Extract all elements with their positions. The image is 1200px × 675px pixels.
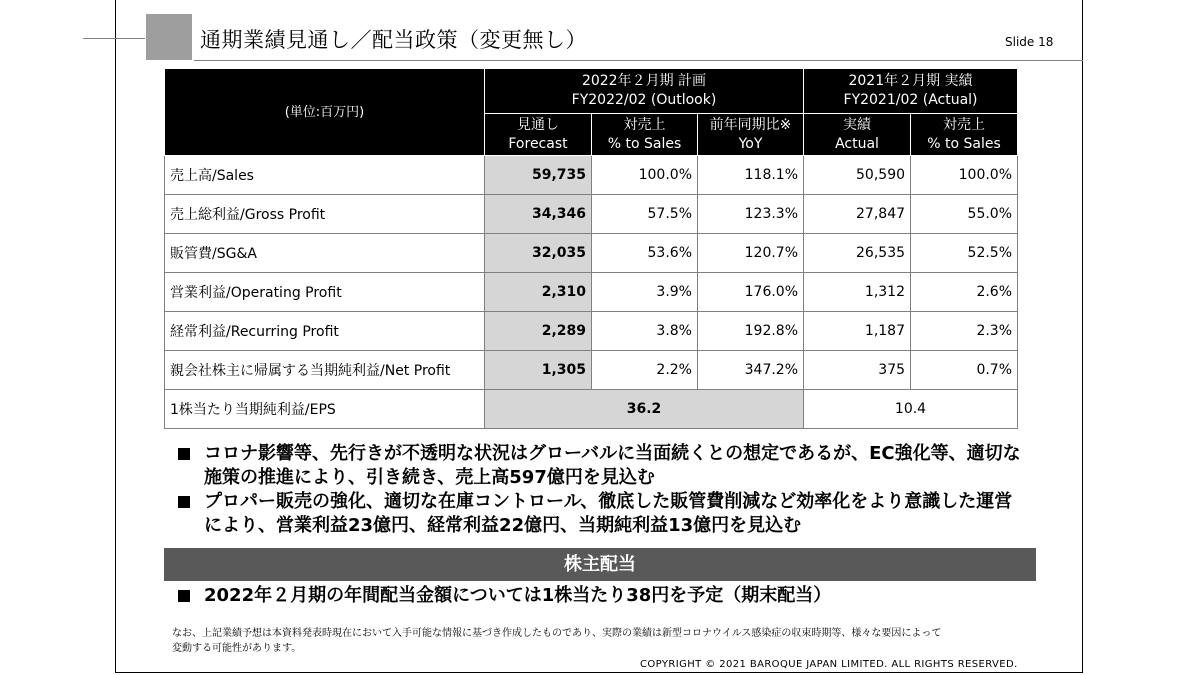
bullet-square-icon xyxy=(178,448,190,460)
table-row xyxy=(165,351,1018,390)
forecast-cell: 1,305 xyxy=(485,351,592,390)
plan-pct-cell: 57.5% xyxy=(592,195,698,234)
actual-pct-cell: 2.3% xyxy=(911,312,1018,351)
row-label: 売上総利益/Gross Profit xyxy=(165,195,485,234)
bullet-square-icon xyxy=(178,496,190,508)
actual-cell: 1,312 xyxy=(804,273,911,312)
table-row xyxy=(165,156,1018,195)
plan-pct-cell: 100.0% xyxy=(592,156,698,195)
plan-group-header xyxy=(485,69,804,114)
bullet-line: により、営業利益23億円、経常利益22億円、当期純利益13億円を見込む xyxy=(204,515,802,536)
bullet-square-icon xyxy=(178,590,190,602)
yoy-cell: 120.7% xyxy=(698,234,804,273)
plan-pct-cell: 3.9% xyxy=(592,273,698,312)
yoy-cell: 192.8% xyxy=(698,312,804,351)
eps-row xyxy=(165,390,1018,429)
yoy-cell: 118.1% xyxy=(698,156,804,195)
bullet-item xyxy=(178,442,1038,490)
table-row xyxy=(165,312,1018,351)
forecast-cell: 59,735 xyxy=(485,156,592,195)
actual-group-subtitle: FY2021/02 (Actual) xyxy=(843,92,978,108)
actual-group-title: 2021年２月期 実績 xyxy=(848,73,973,89)
bullet-line: コロナ影響等、先行きが不透明な状況はグローバルに当面続くとの想定であるが、EC強化等、適切な xyxy=(204,443,1021,464)
plan-pct-cell: 3.8% xyxy=(592,312,698,351)
outlook-bullets xyxy=(178,442,1038,538)
plan-group-subtitle: FY2022/02 (Outlook) xyxy=(571,92,717,108)
yoy-cell: 176.0% xyxy=(698,273,804,312)
disclaimer xyxy=(172,626,1052,656)
actual-cell: 50,590 xyxy=(804,156,911,195)
outlook-table xyxy=(164,68,1018,429)
slide-title: 通期業績見通し／配当政策（変更無し） xyxy=(200,28,587,52)
actual-cell: 1,187 xyxy=(804,312,911,351)
actual-pct-cell: 55.0% xyxy=(911,195,1018,234)
plan-pct-cell: 53.6% xyxy=(592,234,698,273)
disclaimer-line: なお、上記業績予想は本資料発表時現在において入手可能な情報に基づき作成したものであり、実際の業績は新型コロナウイルス感染症の収束時期等、様々な要因によって xyxy=(172,628,942,639)
forecast-cell: 34,346 xyxy=(485,195,592,234)
header-accent-box xyxy=(146,14,192,60)
actual-cell: 26,535 xyxy=(804,234,911,273)
row-label: 親会社株主に帰属する当期純利益/Net Profit xyxy=(165,351,485,390)
eps-label: 1株当たり当期純利益/EPS xyxy=(165,390,485,429)
plan-group-title: 2022年２月期 計画 xyxy=(581,73,707,89)
forecast-cell: 2,289 xyxy=(485,312,592,351)
actual-cell: 27,847 xyxy=(804,195,911,234)
forecast-cell: 32,035 xyxy=(485,234,592,273)
col-header-actual: 実績 Actual xyxy=(804,114,911,156)
actual-pct-cell: 2.6% xyxy=(911,273,1018,312)
table-row xyxy=(165,273,1018,312)
disclaimer-line: 変動する可能性があります。 xyxy=(172,643,302,654)
bullet-item xyxy=(178,490,1038,538)
actual-pct-cell: 0.7% xyxy=(911,351,1018,390)
dividend-heading: 株主配当 xyxy=(164,548,1036,581)
bullet-line: 施策の推進により、引き続き、売上高597億円を見込む xyxy=(204,467,655,488)
row-label: 経常利益/Recurring Profit xyxy=(165,312,485,351)
forecast-cell: 2,310 xyxy=(485,273,592,312)
unit-label: (単位:百万円) xyxy=(165,69,485,156)
actual-pct-cell: 52.5% xyxy=(911,234,1018,273)
col-header-actual-pct-sales: 対売上 % to Sales xyxy=(911,114,1018,156)
dividend-bullet xyxy=(178,584,831,608)
row-label: 売上高/Sales xyxy=(165,156,485,195)
header-rule-left xyxy=(83,38,145,39)
actual-cell: 375 xyxy=(804,351,911,390)
copyright-notice: COPYRIGHT © 2021 BAROQUE JAPAN LIMITED. ALL RIGHTS RESERVED. xyxy=(640,659,1018,670)
header-rule xyxy=(194,60,1083,61)
table-row xyxy=(165,234,1018,273)
slide-number: Slide 18 xyxy=(1005,35,1054,49)
yoy-cell: 347.2% xyxy=(698,351,804,390)
yoy-cell: 123.3% xyxy=(698,195,804,234)
row-label: 販管費/SG&A xyxy=(165,234,485,273)
row-label: 営業利益/Operating Profit xyxy=(165,273,485,312)
actual-pct-cell: 100.0% xyxy=(911,156,1018,195)
table-row xyxy=(165,195,1018,234)
dividend-text: 2022年２月期の年間配当金額については1株当たり38円を予定（期末配当） xyxy=(204,585,832,606)
eps-actual-cell: 10.4 xyxy=(804,390,1018,429)
col-header-plan-pct-sales: 対売上 % to Sales xyxy=(592,114,698,156)
plan-pct-cell: 2.2% xyxy=(592,351,698,390)
eps-forecast-cell: 36.2 xyxy=(485,390,804,429)
actual-group-header xyxy=(804,69,1018,114)
col-header-yoy: 前年同期比※ YoY xyxy=(698,114,804,156)
col-header-forecast: 見通し Forecast xyxy=(485,114,592,156)
bullet-line: プロパー販売の強化、適切な在庫コントロール、徹底した販管費削減など効率化をより意識した運営 xyxy=(204,491,1013,512)
